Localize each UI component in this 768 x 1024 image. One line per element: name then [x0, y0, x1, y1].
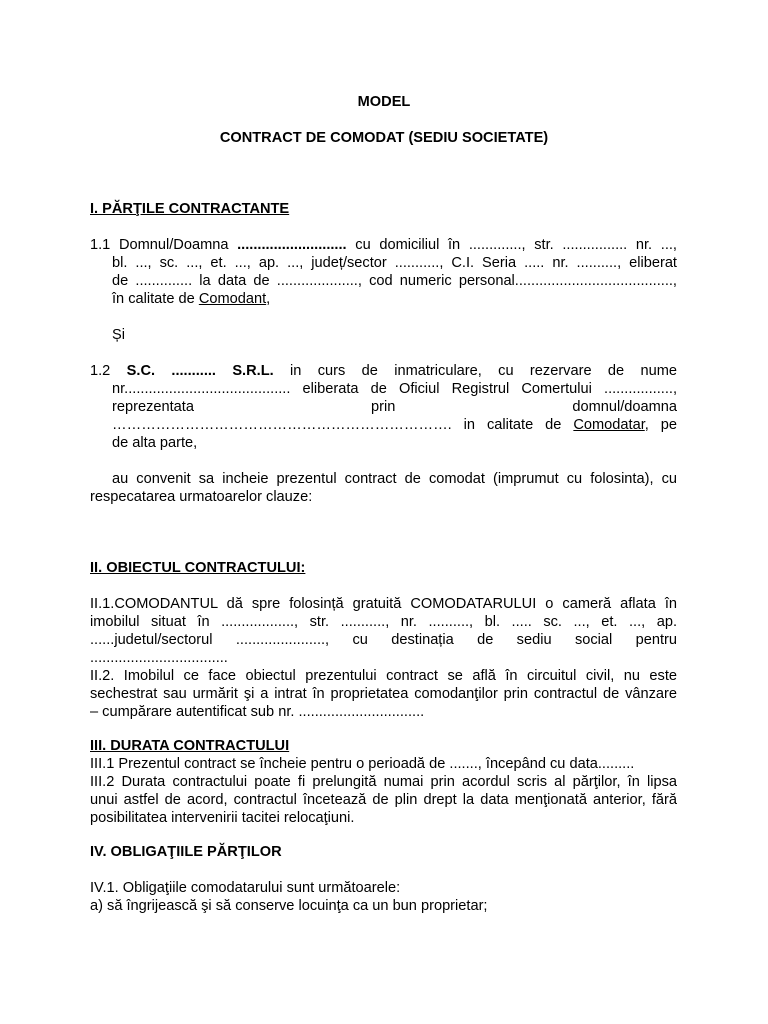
clause-ii-1-line-2: imobilul situat în .................., str. ..........., nr. .........., bl. ..... sc. ..., et. ..., ap.	[90, 614, 677, 630]
clause-1-1-line-3: de .............. la data de ...................., cod numeric personal.......................................,	[112, 273, 677, 289]
section-duration-heading: III. DURATA CONTRACTULUI	[90, 738, 290, 754]
comodant-term: Comodant	[198, 291, 267, 307]
clause-iii-2-line-2: unui astfel de acord, contractul încetează de plin drept la data menţionată anterior, fără	[90, 792, 677, 808]
obligation-a: a) să îngrijească şi să conserve locuinţa ca un bun proprietar;	[90, 898, 488, 914]
clause-1-2-line-4	[112, 416, 677, 434]
model-label: MODEL	[357, 94, 411, 110]
comodatar-term: Comodatar	[573, 417, 645, 433]
section-object-heading: II. OBIECTUL CONTRACTULUI:	[90, 560, 306, 576]
clause-1-1-line-1	[90, 236, 677, 254]
clause-1-2-line-1	[90, 362, 677, 380]
clause-ii-2-line-1: II.2. Imobilul ce face obiectul prezentului contract se află în circuitul civil, nu este	[90, 668, 677, 684]
conjunction-si: Și	[112, 327, 125, 343]
address-text: cu domiciliul în ............., str. ................ nr. ...,	[355, 237, 677, 253]
clause-iii-2-line-3: posibilitatea intervenirii tacitei relocaţiuni.	[90, 810, 355, 826]
clause-ii-2-line-3: – cumpărare autentificat sub nr. ...............................	[90, 704, 425, 720]
suffix: , pe	[644, 417, 677, 433]
clause-1-2-line-5: de alta parte,	[112, 435, 198, 451]
name-blank: ...........................	[237, 237, 347, 253]
section-obligations-heading: IV. OBLIGAŢIILE PĂRŢILOR	[90, 844, 282, 860]
party-label: Domnul/Doamna	[118, 237, 229, 253]
clause-iii-2-line-1: III.2 Durata contractului poate fi prelungită numai prin acordul scris al părţilor, în lipsa	[90, 774, 677, 790]
agreement-line-2: respecatarea urmatoarelor clauze:	[90, 489, 313, 505]
clause-1-2-line-2: nr......................................... eliberata de Oficiul Registrul Comertului .................,	[112, 381, 677, 397]
clause-1-1-line-4	[112, 290, 677, 308]
clause-ii-1-line-4: ..................................	[90, 650, 228, 666]
comma: ,	[266, 291, 271, 307]
registration-status: in curs de inmatriculare, cu rezervare de nume	[290, 363, 678, 379]
section-parties-heading: I. PĂRŢILE CONTRACTANTE	[90, 201, 290, 217]
clause-number: 1.2	[90, 363, 111, 379]
company-name: S.C. ........... S.R.L.	[126, 363, 274, 379]
role-label: în calitate de	[112, 291, 195, 307]
clause-ii-1-line-3: ......judetul/sectorul ......................, cu destinația de sediu social pentru	[90, 632, 677, 648]
clause-ii-1-line-1: II.1.COMODANTUL dă spre folosință gratuită COMODATARULUI o cameră aflata în	[90, 596, 677, 612]
clause-iv-1: IV.1. Obligaţiile comodatarului sunt următoarele:	[90, 880, 401, 896]
clause-ii-2-line-2: sechestrat sau urmărit şi a intrat în proprietatea comodanţilor prin contractul de vânzare	[90, 686, 677, 702]
clause-number: 1.1	[90, 237, 111, 253]
document-title: CONTRACT DE COMODAT (SEDIU SOCIETATE)	[219, 130, 549, 146]
clause-iii-1: III.1 Prezentul contract se încheie pentru o perioadă de ......., începând cu data.........	[90, 756, 635, 772]
agreement-line-1: au convenit sa incheie prezentul contract de comodat (imprumut cu folosinta), cu	[112, 471, 677, 487]
clause-1-1-line-2: bl. ..., sc. ..., et. ..., ap. ..., județ/sector ..........., C.I. Seria ..... nr. .........., eliberat	[112, 255, 677, 271]
clause-1-2-line-3: reprezentata prin domnul/doamna	[112, 399, 677, 415]
representative-blank: ……………………………………………………………. in calitate de	[112, 417, 562, 433]
